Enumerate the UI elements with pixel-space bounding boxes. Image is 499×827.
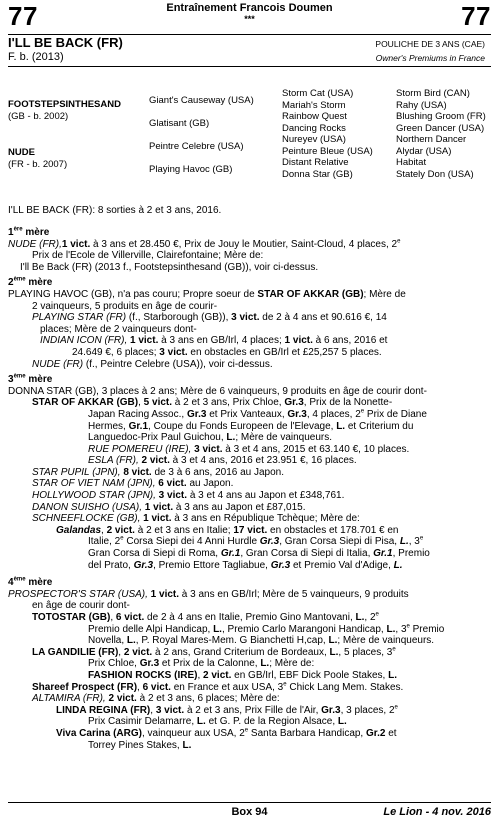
gen4-item: Northern Dancer (396, 134, 467, 145)
gen4-item: Alydar (USA) (396, 145, 452, 157)
section-heading-1: 1ère mère (8, 226, 50, 238)
gen3-list (282, 88, 373, 180)
gen2-item: Playing Havoc (GB) (149, 164, 233, 175)
summary-line: I'LL BE BACK (FR): 8 sorties à 2 et 3 ans, 2016. (8, 205, 222, 216)
gen4-item: Green Dancer (USA) (396, 122, 485, 134)
gen3-item: Storm Cat (USA) (282, 88, 354, 99)
section-heading-2: 2ème mère (8, 277, 53, 289)
gen3-item: Nureyev (USA) (282, 134, 346, 145)
gen3-item: Distant Relative (282, 157, 349, 168)
gen3-item: Dancing Rocks (282, 122, 346, 134)
sire-name: FOOTSTEPSINTHESAND (8, 99, 121, 110)
gen4-item: Stately Don (USA) (396, 168, 474, 180)
gen4-item: Habitat (396, 157, 427, 168)
sire-info: (GB - b. 2002) (8, 111, 69, 122)
gen4-item: Rahy (USA) (396, 99, 447, 111)
sale-source: Le Lion - 4 nov. 2016 (383, 806, 491, 818)
horse-type: POULICHE DE 3 ANS (CAE) (375, 39, 485, 49)
gen4-item: Blushing Groom (FR) (396, 111, 486, 122)
footer-rule (8, 802, 491, 803)
lot-number-left: 77 (8, 1, 38, 31)
gen3-item: Rainbow Quest (282, 111, 347, 122)
gen2-item: Giant's Causeway (USA) (149, 95, 254, 106)
box-number: Box 94 (231, 806, 268, 818)
gen4-list (396, 88, 486, 180)
gen2-item: Peintre Celebre (USA) (149, 141, 244, 152)
gen2-item: Glatisant (GB) (149, 118, 210, 129)
trainer-title: Entraînement Francois Doumen (166, 2, 333, 14)
horse-name: I'LL BE BACK (FR) (8, 35, 123, 50)
gen4-item: Storm Bird (CAN) (396, 88, 470, 99)
dam-info: (FR - b. 2007) (8, 159, 68, 170)
title-stars: *** (244, 14, 255, 24)
gen3-item: Mariah's Storm (282, 99, 346, 111)
catalogue-body: 1ère mère NUDE (FR),1 vict. à 3 ans et 28.450 €, Prix de Jouy le Moutier, Saint-Cloud, 4 places, 2e Prix de l'Ecole de Villerville, Clairefontaine; Mère de: I'll Be Back (FR) (2013 f., Footstepsinthesand (GB)), voir ci-dessus. 2ème mère PLAYING HAVOC (GB), n'a pas couru; Propre soeur de STAR OF AKKAR (GB); Mère de 2 vainqueurs, 5 produits en âge de courir- PLAYING STAR (FR) (f., Starborough (GB)), 3 vict. de 2 à 4 ans et 90.616 €, 14 places; Mère de 2 vainqueurs dont- INDIAN ICON (FR), 1 vict. à 3 ans en GB/Irl, 4 places; 1 vict. à 6 ans, 2016 et 24.649 €, 6 places; 3 vict. en obstacles en GB/Irl et £25,257 5 places. NUDE (FR) (f., Peintre Celebre (USA)), voir ci-dessus. 3ème mère DONNA STAR (GB), 3 places à 2 ans; Mère de 6 vainqueurs, 9 produits en âge de courir dont- STAR OF AKKAR (GB), 5 vict. à 2 et 3 ans, Prix Chloe, Gr.3, Prix de la Nonette- Japan Racing Assoc., Gr.3 et Prix Vanteaux, Gr.3, 4 places, 2e Prix de Diane Hermes, Gr.1, Coupe du Fonds Europeen de l'Elevage, L. et Criterium du Languedoc-Prix Paul Guichou, L.; Mère de vainqueurs. RUE POMEREU (IRE), 3 vict. à 3 et 4 ans, 2015 et 63.140 €, 10 places. ESLA (FR), 2 vict. à 3 et 4 ans, 2016 et 23.951 €, 16 places. STAR PUPIL (JPN), 8 vict. de 3 à 6 ans, 2016 au Japon. STAR OF VIET NAM (JPN), 6 vict. au Japon. HOLLYWOOD STAR (JPN), 3 vict. à 3 et 4 ans au Japon et £348,761. DANON SUISHO (USA), 1 vict. à 3 ans au Japon et £87,015. SCHNEEFLOCKE (GB), 1 vict. à 3 ans en République Tchèque; Mère de: Galandas, 2 vict. à 2 et 3 ans en Italie; 17 vict. en obstacles et 178.701 € en Italie, 2e Corsa Siepi dei 4 Anni Hurdle Gr.3, Gran Corsa Siepi di Pisa, L., 3e Gran Corsa di Siepi di Roma, Gr.1, Gran Corsa di Siepi di Italia, Gr.1, Premio del Prato, Gr.3, Premio Ettore Tagliabue, Gr.3 et Premio Val d'Adige, L. 4ème mère PROSPECTOR'S STAR (USA), 1 vict. à 3 ans en GB/Irl; Mère de 5 vainqueurs, 9 produits en âge de courir dont- TOTOSTAR (GB), 6 vict. de 2 à 4 ans en Italie, Premio Gino Mantovani, L., 2e Premio delle Alpi Handicap, L., Premio Carlo Marangoni Handicap, L., 3e Premio Novella, L., P. Royal Mares-Mem. G Bianchetti H,cap, L.; Mère de vainqueurs. LA GANDILIE (FR), 2 vict. à 2 ans, Grand Criterium de Bordeaux, L., 5 places, 3e Prix Chloe, Gr.3 et Prix de la Calonne, L.; Mère de: FASHION ROCKS (IRE), 2 vict. en GB/Irl, EBF Dick Poole Stakes, L. Shareef Prospect (FR), 6 vict. en France et aux USA, 3e Chick Lang Mem. Stakes. ALTAMIRA (FR), 2 vict. à 2 et 3 ans, 6 places; Mère de: LINDA REGINA (FR), 3 vict. à 2 et 3 ans, Prix Fille de l'Air, Gr.3, 3 places, 2e Prix Casimir Delamarre, L. et G. P. de la Region Alsace, L. Viva Carina (ARG), vainqueur aux USA, 2e Santa Barbara Handicap, Gr.2 et Torrey Pines Stakes, L. (8, 227, 493, 751)
pedigree-rule (8, 66, 491, 67)
premium-note: Owner's Premiums in France (375, 53, 485, 63)
dam-entry: NUDE (FR),1 vict. à 3 ans et 28.450 €, Prix de Jouy le Moutier, Saint-Cloud, 4 places, 2e (8, 238, 401, 250)
gen3-item: Peinture Bleue (USA) (282, 145, 373, 157)
dam-name: NUDE (8, 147, 35, 158)
horse-birth: F. b. (2013) (8, 51, 64, 63)
gen3-item: Donna Star (GB) (282, 168, 353, 180)
section-heading-4: 4ème mère (8, 576, 53, 589)
lot-number-right: 77 (461, 1, 491, 31)
section-heading-3: 3ème mère (8, 373, 53, 386)
